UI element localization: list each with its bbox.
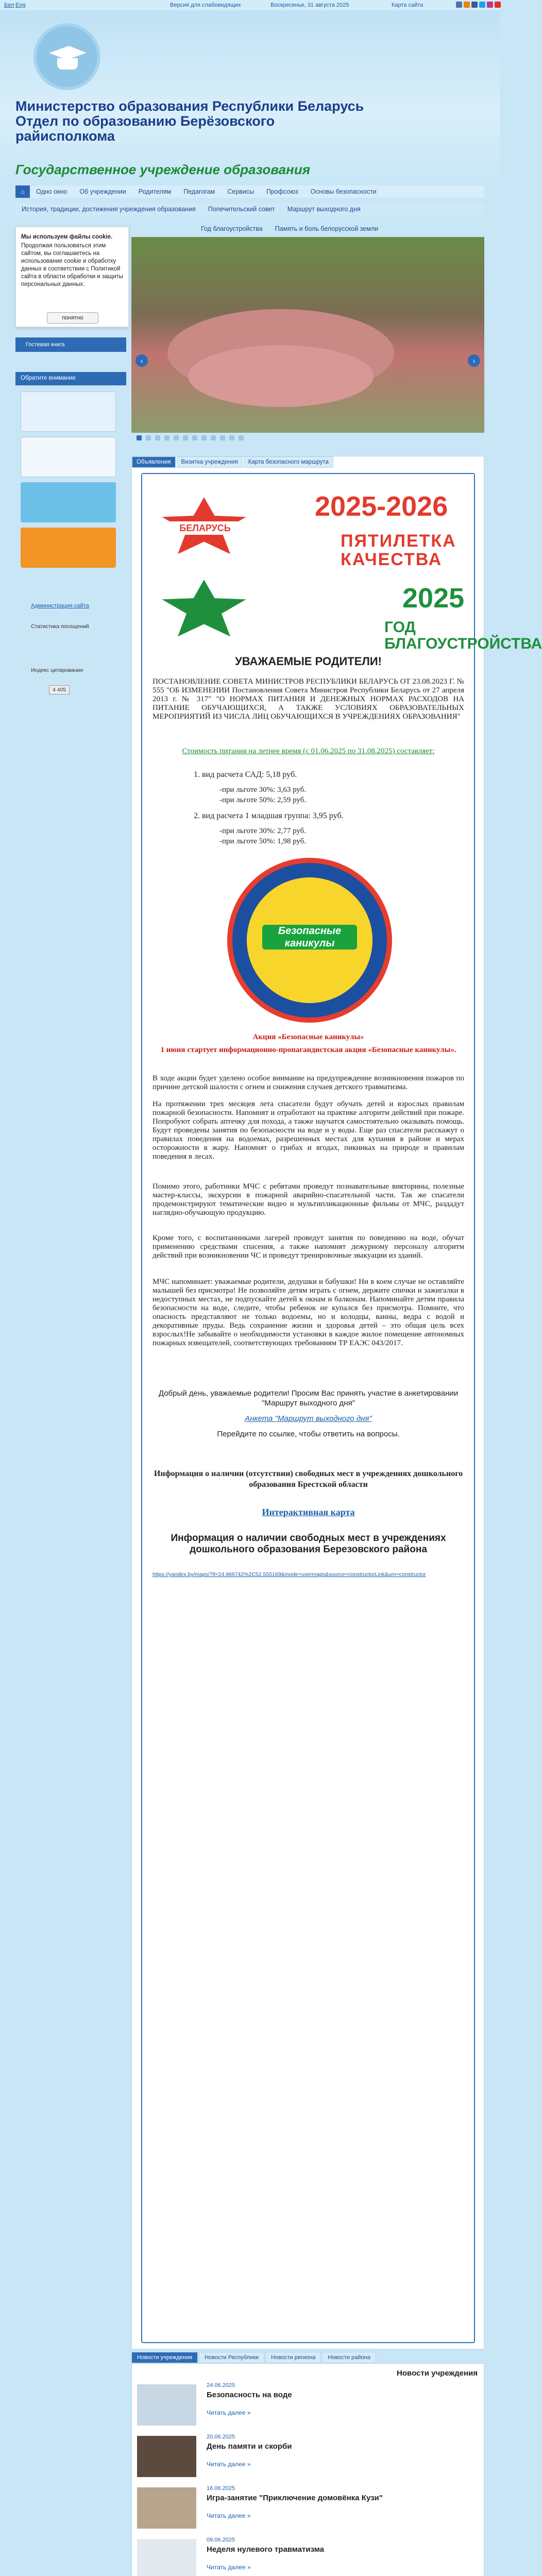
notice-item-1b: -при льготе 50%: 2,59 руб.	[219, 796, 307, 804]
slider-dot[interactable]	[137, 435, 142, 440]
read-more-link[interactable]: Читать далее »	[207, 2461, 251, 2468]
cookie-text: Продолжая пользоваться этим сайтом, вы соглашаетесь на использование cookie и обработку данных в соответствии с Политикой сайта в области обработки и защиты персональных данных.	[21, 243, 123, 287]
news-heading: Новости учреждения	[397, 2369, 478, 2378]
nav-item[interactable]: История, традиции, достижения учреждения образования	[22, 206, 196, 213]
yandex-map-link[interactable]: https://yandex.by/maps/?ll=24.966742%2C52.555169&mode=usermaps&source=constructorLink&um=constructor	[153, 1571, 426, 1578]
notice-cost: Стоимость питания на летнее время (с 01.06.2025 по 31.08.2025) составляет:	[182, 747, 435, 755]
stats-label: Статистика посещений	[31, 623, 89, 630]
year-banner	[142, 474, 542, 652]
content-tabs	[132, 456, 485, 468]
news-item	[137, 2482, 477, 2536]
nav-item[interactable]: Попечительский совет	[208, 206, 275, 213]
read-more-link[interactable]: Читать далее »	[207, 2564, 251, 2571]
news-title[interactable]: Игра-занятие "Приключение домовёнка Кузи"	[207, 2494, 383, 2502]
safety-subheading: 1 июня стартует информационно-пропагандистская акция «Безопасные каникулы».	[160, 1046, 456, 1054]
survey-link[interactable]: Анкета "Маршрут выходного дня"	[245, 1414, 372, 1423]
safety-heading: Акция «Безопасные каникулы»	[252, 1033, 364, 1041]
nav-item[interactable]: Основы безопасности	[310, 188, 377, 195]
notice-heading: УВАЖАЕМЫЕ РОДИТЕЛИ!	[235, 655, 382, 668]
nav-item[interactable]: Маршрут выходного дня	[287, 206, 361, 213]
notice-item-2b: -при льготе 50%: 1,98 руб.	[219, 837, 307, 845]
sitemap-link[interactable]: Карта сайта	[392, 2, 424, 8]
site-header	[0, 10, 500, 180]
slider-prev-arrow-icon[interactable]: ‹	[136, 354, 148, 367]
news-thumbnail[interactable]	[137, 2384, 196, 2426]
safety-paragraph: Помимо этого, работники МЧС с ребятами проведут познавательные викторины, полезные мастер-классы, экскурсии в пожарной аварийно-спасательной части. Так же спасатели продемонстрируют тематические видео и мультипликационные фильмы от МЧС, раздадут наглядно-обучающую продукцию.	[153, 1182, 464, 1217]
home-icon[interactable]: ⌂	[15, 185, 30, 198]
news-thumbnail[interactable]	[137, 2539, 196, 2576]
photo-slider[interactable]	[131, 237, 484, 433]
social-icons	[456, 2, 501, 8]
sidebar-banner[interactable]	[21, 528, 116, 568]
ok-icon[interactable]	[464, 2, 470, 8]
nav-item[interactable]: Родителям	[138, 188, 172, 195]
site-title: Министерство образования Республики Беларусь Отдел по образованию Берёзовского райисполкома	[15, 98, 364, 144]
read-more-link[interactable]: Читать далее »	[207, 2512, 251, 2519]
vacancy-heading: Информация о наличии (отсутствии) свободных мест в учреждениях дошкольного образования Брестской области	[154, 1469, 463, 1489]
slider-dot[interactable]	[201, 435, 207, 440]
emblem-label: Безопасные каникулы	[262, 925, 357, 950]
visit-counter: 4 405	[49, 685, 70, 694]
slider-dot[interactable]	[155, 435, 160, 440]
news-date: 24.06.2025	[207, 2382, 235, 2388]
news-list	[131, 2363, 484, 2576]
current-date: Воскресенье, 31 августа 2025	[270, 2, 349, 8]
citation-index-label: Индекс цитирования	[31, 667, 83, 673]
news-title[interactable]: Безопасность на воде	[207, 2391, 292, 2399]
survey-text: Добрый день, уважаемые родители! Просим Вас принять участие в анкетировании "Маршрут выходного дня"	[158, 1389, 459, 1408]
news-thumbnail[interactable]	[137, 2487, 196, 2529]
nav-item[interactable]: Профсоюз	[266, 188, 298, 195]
accessibility-link[interactable]: Версия для слабовидящих	[170, 2, 241, 8]
news-title[interactable]: Неделя нулевого травматизма	[207, 2545, 324, 2554]
news-item	[137, 2379, 477, 2433]
news-date: 09.06.2025	[207, 2537, 235, 2543]
news-item	[137, 2431, 477, 2485]
slider-dot[interactable]	[164, 435, 170, 440]
graduation-cap-logo-icon[interactable]	[33, 23, 100, 90]
survey-note: Перейдите по ссылке, чтобы ответить на вопросы.	[217, 1430, 400, 1438]
banner-year-1: 2025-2026	[315, 491, 448, 522]
news-title[interactable]: День памяти и скорби	[207, 2442, 292, 2451]
slider-dot[interactable]	[211, 435, 216, 440]
top-bar	[0, 0, 500, 10]
slider-dot[interactable]	[239, 435, 244, 440]
slider-dot[interactable]	[146, 435, 151, 440]
read-more-link[interactable]: Читать далее »	[207, 2409, 251, 2416]
news-thumbnail[interactable]	[137, 2436, 196, 2477]
instagram-icon[interactable]	[487, 2, 493, 8]
nav-item[interactable]: Одно окно	[36, 188, 67, 195]
interactive-map-link[interactable]: Интерактивная карта	[262, 1507, 355, 1517]
slider-dot[interactable]	[174, 435, 179, 440]
slider-next-arrow-icon[interactable]: ›	[468, 354, 480, 367]
banner-year-2: 2025	[402, 583, 465, 614]
safety-warning: МЧС напоминает: уважаемые родители, дедушки и бабушки! Ни в коем случае не оставляйте малышей без присмотра! Не позволяйте детям играть с огнем, держите спички и зажигалки в недоступных местах, не подпускайте детей к окнам и балконам. Напоминайте детям правила безопасности на воде, следите, чтобы ребенок не купался без присмотра. Помните, что опасность представляют не только водоемы, но и колодцы, ванны, ведра с водой и декоративные пруды. Ведь сохранение жизни и здоровья детей – это общая цель всех взрослых!Не забывайте о необходимости установки в каждое жилое помещение автономных пожарных извещателей, соответствующих требованиям ТР ЕАЭС 043/2017.	[153, 1278, 464, 1347]
news-date: 20.06.2025	[207, 2434, 235, 2440]
notice-item-2a: -при льготе 30%: 2,77 руб.	[219, 827, 307, 835]
nav-item[interactable]: Сервисы	[227, 188, 255, 195]
notice-text: ПОСТАНОВЛЕНИЕ СОВЕТА МИНИСТРОВ РЕСПУБЛИКИ БЕЛАРУСЬ ОТ 23.08.2023 Г. № 555 "ОБ ИЗМЕНЕНИИ Постановления Совета Министров Республики Беларусь от 27 апреля 2013 г. № 317" "О НОРМАХ ПИТАНИЯ И ДЕНЕЖНЫХ НОРМАХ РАСХОДОВ НА ПИТАНИЕ ОБУЧАЮЩИХСЯ, А ТАКЖЕ УСЛОВИЯХ ОБРАЗОВАТЕЛЬНЫХ МЕРОПРИЯТИЙ ИЗ ЧИСЛА ЛИЦ ОБУЧАЮЩИХСЯ В УЧРЕЖДЕНИЯХ ОБРАЗОВАНИЯ"	[153, 677, 464, 721]
notice-item-1a: -при льготе 30%: 3,63 руб.	[219, 786, 307, 794]
facebook-icon[interactable]	[471, 2, 478, 8]
admin-link[interactable]: Администрация сайта	[31, 603, 89, 609]
tab-institution-card[interactable]: Визитка учреждения	[177, 456, 243, 468]
news-date: 16.06.2025	[207, 2485, 235, 2492]
announcement-body	[141, 473, 542, 2343]
safety-paragraph: В ходе акции будет уделено особое внимание на предупреждение возникновения пожаров по причине детской шалости с огнем и снижения случаев детского травматизма.	[153, 1074, 464, 1091]
green-star-icon	[160, 580, 248, 641]
cookie-accept-button[interactable]: понятно	[47, 312, 98, 324]
slider-dot[interactable]	[192, 435, 197, 440]
slider-dot[interactable]	[229, 435, 234, 440]
sidebar-item-guestbook[interactable]: Гостевая книга	[15, 337, 126, 352]
star-label: БЕЛАРУСЬ	[169, 521, 241, 535]
nav-item[interactable]: Память и боль белорусской земли	[275, 225, 379, 232]
nav-item[interactable]: Год благоустройства	[201, 225, 263, 232]
vk-icon[interactable]	[456, 2, 462, 8]
youtube-icon[interactable]	[495, 2, 501, 8]
sidebar-banner[interactable]	[21, 392, 116, 432]
nav-item[interactable]: Об учреждении	[79, 188, 126, 195]
sidebar-attention-heading: Обратите внимание	[15, 372, 126, 385]
safe-holidays-emblem	[227, 858, 392, 1023]
safety-paragraph: На протяжении трех месяцев лета спасатели будут обучать детей и взрослых правилам пожарной безопасности. Напомнят и отработают на практике алгоритм действий при пожаре. Попробуют собрать аптечку для похода, а также научатся самостоятельно оказывать помощь. Будут проведены занятия по безопасности на воде и у воды. Еще раз спасатели расскажут о правилах поведения на водоемах, разрешенных местах для купания в районе и мерах осторожности в жару. Напомнят о грибах и ягодах, пикниках на природе и правилам поведения в лесах.	[153, 1100, 464, 1161]
sidebar-banner[interactable]	[21, 482, 116, 522]
news-tabs	[131, 2352, 484, 2363]
news-item	[137, 2534, 477, 2576]
twitter-icon[interactable]	[479, 2, 485, 8]
tab-news-institution[interactable]: Новости учреждения	[131, 2352, 198, 2363]
notice-item-1: 1. вид расчета САД: 5,18 руб.	[194, 770, 297, 779]
tertiary-nav	[201, 225, 484, 232]
tab-news-region[interactable]: Новости региона	[265, 2352, 321, 2363]
slider-dots	[131, 435, 484, 443]
cookie-banner	[15, 227, 129, 327]
lang-be-link[interactable]: Бел	[4, 2, 14, 8]
main-nav	[15, 185, 484, 198]
sidebar-banner[interactable]	[21, 437, 116, 477]
lang-en-link[interactable]: Eng	[15, 2, 26, 8]
slider-dot[interactable]	[183, 435, 188, 440]
nav-item[interactable]: Педагогам	[183, 188, 215, 195]
safety-paragraph: Кроме того, с воспитанниками лагерей проведут занятия по поведению на воде, обучат применению средствами спасения, а также напомнят дежурному персоналу алгоритм действий при возникновении ЧС и проведут тренировочные эвакуации из зданий.	[153, 1234, 464, 1260]
banner-line-1: ПЯТИЛЕТКА КАЧЕСТВА	[341, 531, 456, 569]
tab-news-district[interactable]: Новости района	[322, 2352, 376, 2363]
news-section	[131, 2352, 484, 2571]
announcements-panel	[131, 456, 542, 2349]
cookie-title: Мы используем файлы cookie.	[21, 234, 113, 240]
tab-news-republic[interactable]: Новости Республики	[199, 2352, 264, 2363]
site-subtitle: Государственное учреждение образования	[15, 162, 311, 177]
vacancy-district-heading: Информация о наличии свободных мест в учреждениях дошкольного образования Березовского района	[171, 1533, 446, 1555]
slider-dot[interactable]	[220, 435, 225, 440]
tab-safe-route-map[interactable]: Карта безопасного маршрута	[244, 456, 333, 468]
notice-item-2: 2. вид расчета 1 младшая группа: 3,95 руб.	[194, 811, 344, 820]
tab-announcements[interactable]: Объявления	[132, 456, 176, 468]
secondary-nav	[15, 203, 484, 215]
banner-line-2: ГОД БЛАГОУСТРОЙСТВА	[384, 619, 542, 652]
